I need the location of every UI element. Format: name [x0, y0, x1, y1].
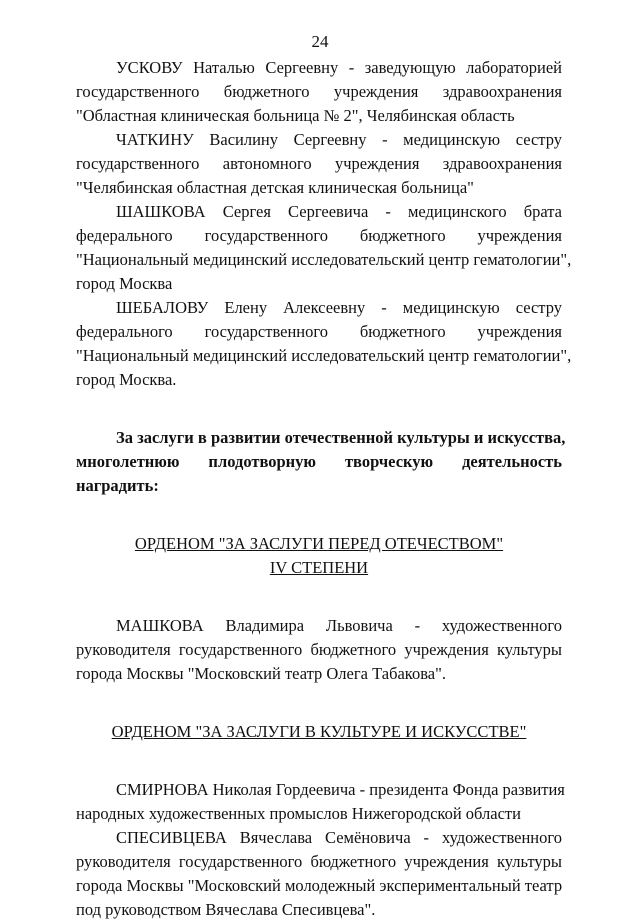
entry-line: город Москва.	[76, 370, 177, 389]
award-entry	[76, 128, 562, 200]
entry-line: народных художественных промыслов Нижегородской области	[76, 804, 521, 823]
entry-line: ШАШКОВА Сергея Сергеевича - медицинского брата	[116, 202, 562, 221]
entry-line: город Москва	[76, 274, 173, 293]
award-intro	[76, 426, 566, 498]
page-number: 24	[311, 32, 329, 51]
entry-line: МАШКОВА Владимира Львовича - художественного	[116, 616, 562, 635]
entry-line: под руководством Вячеслава Спесивцева".	[76, 900, 376, 919]
entry-line: "Челябинская областная детская клиническая больница"	[76, 178, 474, 197]
entry-line: государственного бюджетного учреждения здравоохранения	[76, 82, 562, 101]
award-entry	[76, 200, 572, 296]
entry-line: государственного автономного учреждения здравоохранения	[76, 154, 562, 173]
entry-line: города Москвы "Московский молодежный экспериментальный театр	[76, 876, 563, 895]
entry-line: руководителя государственного бюджетного учреждения культуры	[76, 640, 562, 659]
award-intro-line: За заслуги в развитии отечественной культуры и искусства,	[116, 428, 566, 447]
entry-line: федерального государственного бюджетного учреждения	[76, 226, 562, 245]
entry-line: ШЕБАЛОВУ Елену Алексеевну - медицинскую сестру	[116, 298, 562, 317]
order-heading: ОРДЕНОМ "ЗА ЗАСЛУГИ В КУЛЬТУРЕ И ИСКУССТВЕ"	[111, 722, 527, 741]
entry-line: УСКОВУ Наталью Сергеевну - заведующую лабораторией	[116, 58, 562, 77]
entry-line: города Москвы "Московский театр Олега Табакова".	[76, 664, 446, 683]
entry-line: СПЕСИВЦЕВА Вячеслава Семёновича - художественного	[116, 828, 562, 847]
award-intro-line: многолетнюю плодотворную творческую деятельность	[76, 452, 562, 471]
order-heading: ОРДЕНОМ "ЗА ЗАСЛУГИ ПЕРЕД ОТЕЧЕСТВОМ"	[134, 534, 504, 553]
award-entry	[76, 778, 565, 826]
entry-line: "Национальный медицинский исследовательский центр гематологии",	[76, 346, 572, 365]
entry-line: федерального государственного бюджетного учреждения	[76, 322, 562, 341]
entry-line: ЧАТКИНУ Василину Сергеевну - медицинскую сестру	[116, 130, 562, 149]
document-body	[76, 56, 572, 922]
award-intro-line: наградить:	[76, 476, 159, 495]
award-entry	[76, 614, 562, 686]
award-entry	[76, 56, 562, 128]
award-entry	[76, 826, 562, 922]
entry-line: СМИРНОВА Николая Гордеевича - президента Фонда развития	[116, 780, 565, 799]
award-entry	[76, 296, 572, 392]
order-degree: IV СТЕПЕНИ	[269, 558, 369, 577]
entry-line: "Областная клиническая больница № 2", Челябинская область	[76, 106, 515, 125]
entry-line: "Национальный медицинский исследовательский центр гематологии",	[76, 250, 572, 269]
entry-line: руководителя государственного бюджетного учреждения культуры	[76, 852, 562, 871]
